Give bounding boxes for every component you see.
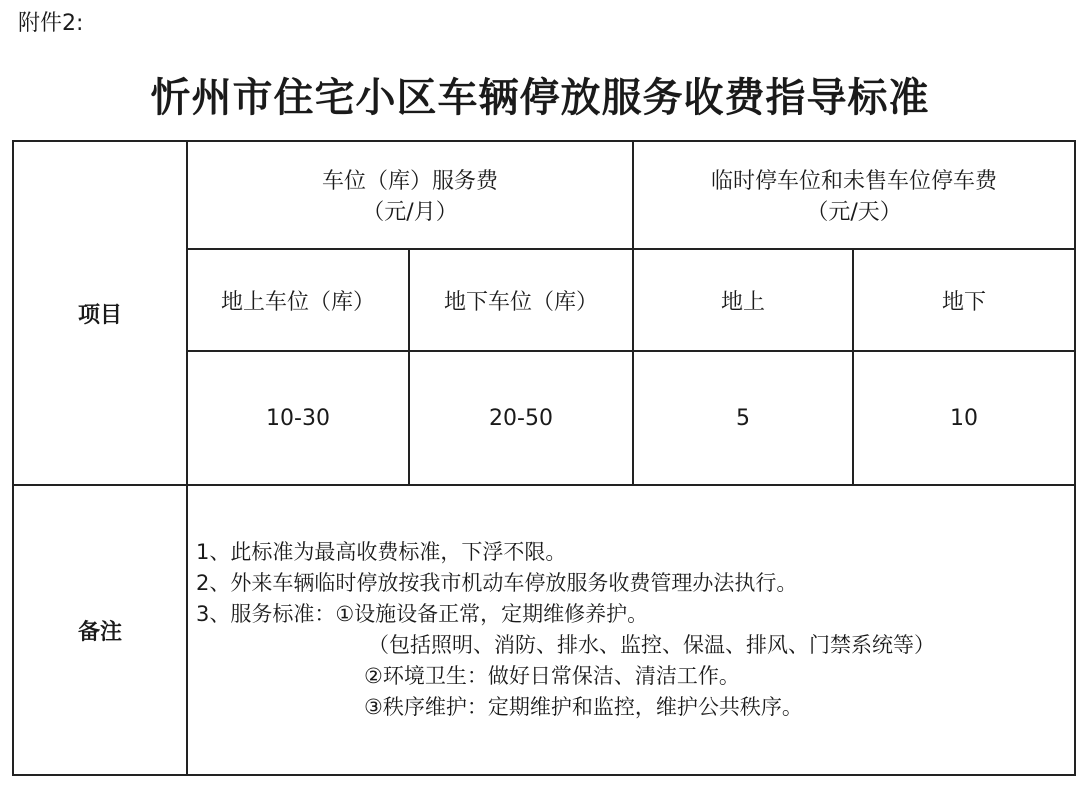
underground-space-value: 20-50 [409,351,633,485]
parking-space-fee-title: 车位（库）服务费 [322,169,499,194]
table-header-row [13,141,1075,249]
temporary-parking-fee-unit: （元/天） [806,200,902,225]
note-line-3: 3、服务标准：①设施设备正常，定期维修养护。 [196,602,649,626]
temporary-underground-value: 10 [853,351,1075,485]
note-line-6: ③秩序维护：定期维护和监控，维护公共秩序。 [364,695,803,719]
temporary-parking-fee-header [633,141,1075,249]
temporary-above-ground-value: 5 [633,351,853,485]
temporary-above-ground-header: 地上 [633,249,853,351]
attachment-label: 附件2: [18,11,84,36]
note-line-5: ②环境卫生：做好日常保洁、清洁工作。 [364,664,740,688]
note-line-1: 1、此标准为最高收费标准，下浮不限。 [196,540,567,564]
fee-table [12,140,1076,776]
above-ground-space-value: 10-30 [187,351,409,485]
temporary-underground-header: 地下 [853,249,1075,351]
notes-row [13,485,1075,775]
note-line-2: 2、外来车辆临时停放按我市机动车停放服务收费管理办法执行。 [196,571,798,595]
parking-space-fee-unit: （元/月） [362,200,458,225]
item-label: 项目 [13,141,187,485]
temporary-parking-fee-title: 临时停车位和未售车位停车费 [711,169,998,194]
note-line-4: （包括照明、消防、排水、监控、保温、排风、门禁系统等） [368,633,935,657]
notes-label: 备注 [13,485,187,775]
underground-space-header: 地下车位（库） [409,249,633,351]
above-ground-space-header: 地上车位（库） [187,249,409,351]
document-title: 忻州市住宅小区车辆停放服务收费指导标准 [150,75,930,121]
parking-space-fee-header [187,141,633,249]
notes-content [187,485,1075,775]
